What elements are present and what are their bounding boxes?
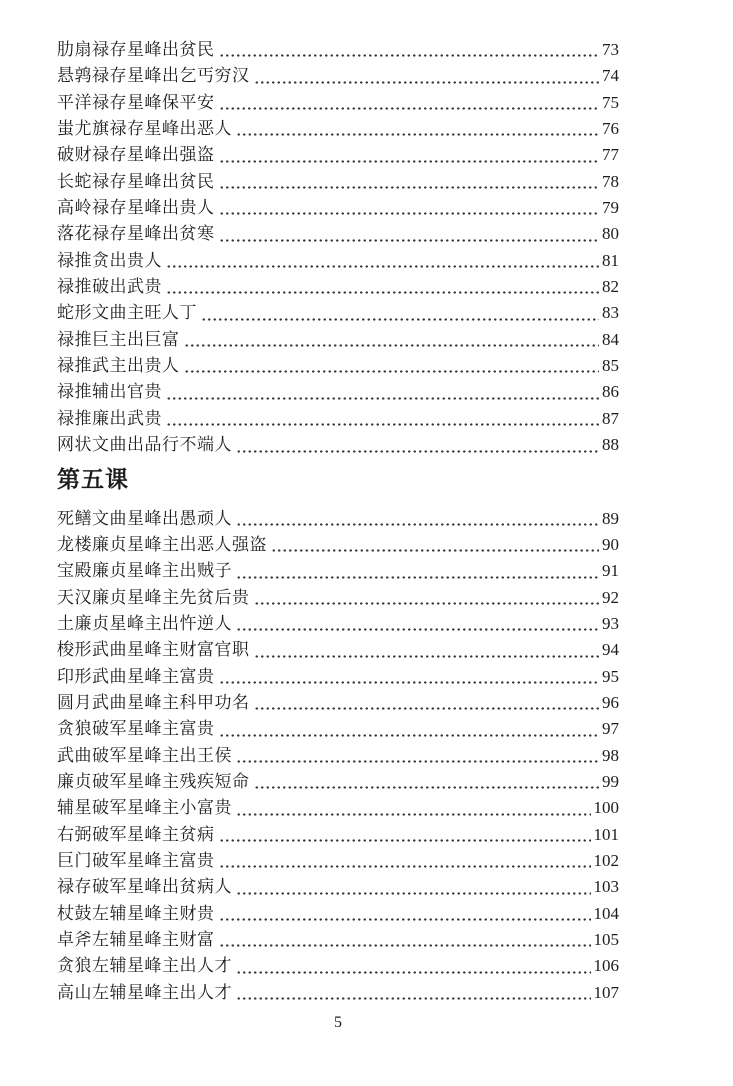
dot-leader [236,523,599,526]
toc-entry[interactable] [57,90,619,116]
dot-leader [184,370,600,373]
toc-entry-page: 104 [593,903,619,923]
toc-entry[interactable] [57,690,619,716]
toc-entry-title: 禄推廉出武贵 [57,408,162,428]
dot-leader [219,681,600,684]
toc-entry[interactable] [57,795,619,821]
toc-entry-page: 99 [602,771,619,791]
footer-page-number: 5 [334,1014,342,1031]
toc-entry-title: 禄推贪出贵人 [57,250,162,270]
dot-leader [236,892,591,895]
toc-entry-page: 97 [602,719,619,739]
toc-entry-page: 82 [602,277,619,297]
toc-entry-page: 89 [602,508,619,528]
toc-entry-title: 龙楼廉贞星峰主出恶人强盗 [57,534,267,554]
toc-entry-page: 77 [602,145,619,165]
dot-leader [219,160,600,163]
dot-leader [236,760,599,763]
toc-entry-page: 75 [602,92,619,112]
toc-entry-page: 73 [602,40,619,59]
toc-entry-title: 禄推辅出官贵 [57,382,162,402]
dot-leader [166,423,599,426]
dot-leader [254,602,600,605]
toc-entry[interactable] [57,142,619,168]
dot-leader [166,265,599,268]
toc-entry-page: 101 [593,824,619,844]
toc-section [57,465,619,1007]
dot-leader [254,81,600,84]
dot-leader [271,549,599,552]
toc-entry-title: 禄推破出武贵 [57,277,162,297]
toc-entry[interactable] [57,611,619,637]
toc-entry-page: 103 [593,877,619,897]
toc-entry-title: 平洋禄存星峰保平安 [57,92,215,112]
toc-entry[interactable] [57,432,619,458]
toc-entry[interactable] [57,769,619,795]
table-of-contents [57,37,619,1006]
toc-entry[interactable] [57,901,619,927]
toc-entry[interactable] [57,953,619,979]
toc-entry-page: 88 [602,435,619,455]
toc-entry-title: 破财禄存星峰出强盗 [57,145,215,165]
toc-entry-page: 91 [602,561,619,581]
toc-entry-title: 肋扇禄存星峰出贫民 [57,40,215,59]
toc-entry[interactable] [57,327,619,353]
toc-entry-page: 105 [593,930,619,949]
toc-entry[interactable] [57,874,619,900]
toc-entry[interactable] [57,116,619,142]
toc-entry-title: 右弼破军星峰主贫病 [57,824,215,844]
toc-entry-title: 禄存破军星峰出贫病人 [57,877,232,897]
toc-entry[interactable] [57,743,619,769]
toc-entry-title: 巨门破军星峰主富贵 [57,850,215,870]
dot-leader [219,186,600,189]
toc-section [57,37,619,459]
toc-entry-page: 81 [602,250,619,270]
toc-entry[interactable] [57,585,619,611]
dot-leader [254,786,600,789]
toc-entry[interactable] [57,406,619,432]
toc-entry[interactable] [57,927,619,953]
toc-entry-page: 96 [602,692,619,712]
toc-entry[interactable] [57,300,619,326]
toc-entry-title: 武曲破军星峰主出王侯 [57,745,232,765]
dot-leader [219,239,600,242]
toc-entry-title: 禄推巨主出巨富 [57,329,180,349]
toc-entry-title: 杖鼓左辅星峰主财贵 [57,903,215,923]
toc-entry-page: 98 [602,745,619,765]
toc-entry-title: 辅星破军星峰主小富贵 [57,798,232,818]
dot-leader [184,344,600,347]
toc-entry-title: 贪狼破军星峰主富贵 [57,719,215,739]
toc-entry-title: 高岭禄存星峰出贵人 [57,198,215,218]
toc-entry-title: 印形武曲星峰主富贵 [57,666,215,686]
dot-leader [219,918,591,921]
toc-entry[interactable] [57,379,619,405]
toc-entry-title: 圆月武曲星峰主科甲功名 [57,692,250,712]
toc-entry[interactable] [57,353,619,379]
toc-entry-page: 90 [602,534,619,554]
toc-entry-title: 贪狼左辅星峰主出人才 [57,956,232,976]
dot-leader [219,839,591,842]
toc-entry-title: 禄推武主出贵人 [57,356,180,376]
toc-entry-title: 土廉贞星峰主出忤逆人 [57,613,232,633]
dot-leader [219,212,600,215]
toc-entry[interactable] [57,532,619,558]
toc-entry[interactable] [57,63,619,89]
toc-entry-page: 87 [602,408,619,428]
toc-entry-page: 102 [593,850,619,870]
dot-leader [166,397,599,400]
dot-leader [236,133,599,136]
dot-leader [219,107,600,110]
toc-entry-page: 83 [602,303,619,323]
toc-entry-page: 79 [602,198,619,218]
toc-entry-title: 卓斧左辅星峰主财富 [57,930,215,949]
toc-entry-page: 107 [593,982,619,1002]
toc-entry-page: 94 [602,640,619,660]
toc-entry-title: 蛇形文曲主旺人丁 [57,303,197,323]
dot-leader [236,971,591,974]
dot-leader [201,318,599,321]
toc-entry[interactable] [57,980,619,1006]
toc-entry-page: 86 [602,382,619,402]
toc-entry[interactable] [57,37,619,63]
toc-entry[interactable] [57,558,619,584]
dot-leader [219,54,600,57]
toc-entry-page: 85 [602,356,619,376]
dot-leader [219,944,591,947]
toc-entry-page: 106 [593,956,619,976]
dot-leader [254,655,600,658]
dot-leader [219,865,591,868]
toc-entry-page: 80 [602,224,619,244]
toc-entry-title: 长蛇禄存星峰出贫民 [57,171,215,191]
toc-entry-page: 93 [602,613,619,633]
dot-leader [236,628,599,631]
toc-entry-title: 宝殿廉贞星峰主出贼子 [57,561,232,581]
dot-leader [236,997,591,1000]
toc-entry[interactable] [57,664,619,690]
toc-entry-title: 高山左辅星峰主出人才 [57,982,232,1002]
toc-entry-title: 落花禄存星峰出贫寒 [57,224,215,244]
toc-entry-page: 78 [602,171,619,191]
toc-entry-title: 死鳝文曲星峰出愚顽人 [57,508,232,528]
dot-leader [236,450,599,453]
toc-entry[interactable] [57,195,619,221]
dot-leader [236,576,599,579]
toc-entry[interactable] [57,248,619,274]
toc-entry-page: 76 [602,119,619,139]
section-heading: 第五课 [57,465,129,492]
toc-entry-title: 天汉廉贞星峰主先贫后贵 [57,587,250,607]
toc-entry[interactable] [57,637,619,663]
toc-entry-title: 廉贞破军星峰主残疾短命 [57,771,250,791]
toc-entry[interactable] [57,716,619,742]
toc-entry-title: 网状文曲出品行不端人 [57,435,232,455]
toc-entry-page: 74 [602,66,619,86]
toc-entry-title: 蚩尤旗禄存星峰出恶人 [57,119,232,139]
toc-entry[interactable] [57,274,619,300]
toc-entry[interactable] [57,169,619,195]
toc-entry-title: 悬鹑禄存星峰出乞丐穷汉 [57,66,250,86]
dot-leader [166,291,599,294]
toc-entry[interactable] [57,221,619,247]
dot-leader [236,813,591,816]
dot-leader [219,734,600,737]
toc-entry-page: 92 [602,587,619,607]
toc-entry-page: 95 [602,666,619,686]
toc-entry[interactable] [57,848,619,874]
toc-entry[interactable] [57,506,619,532]
toc-entry[interactable] [57,822,619,848]
toc-entry-title: 梭形武曲星峰主财富官职 [57,640,250,660]
toc-entry-page: 100 [593,798,619,818]
dot-leader [254,707,600,710]
toc-entry-page: 84 [602,329,619,349]
